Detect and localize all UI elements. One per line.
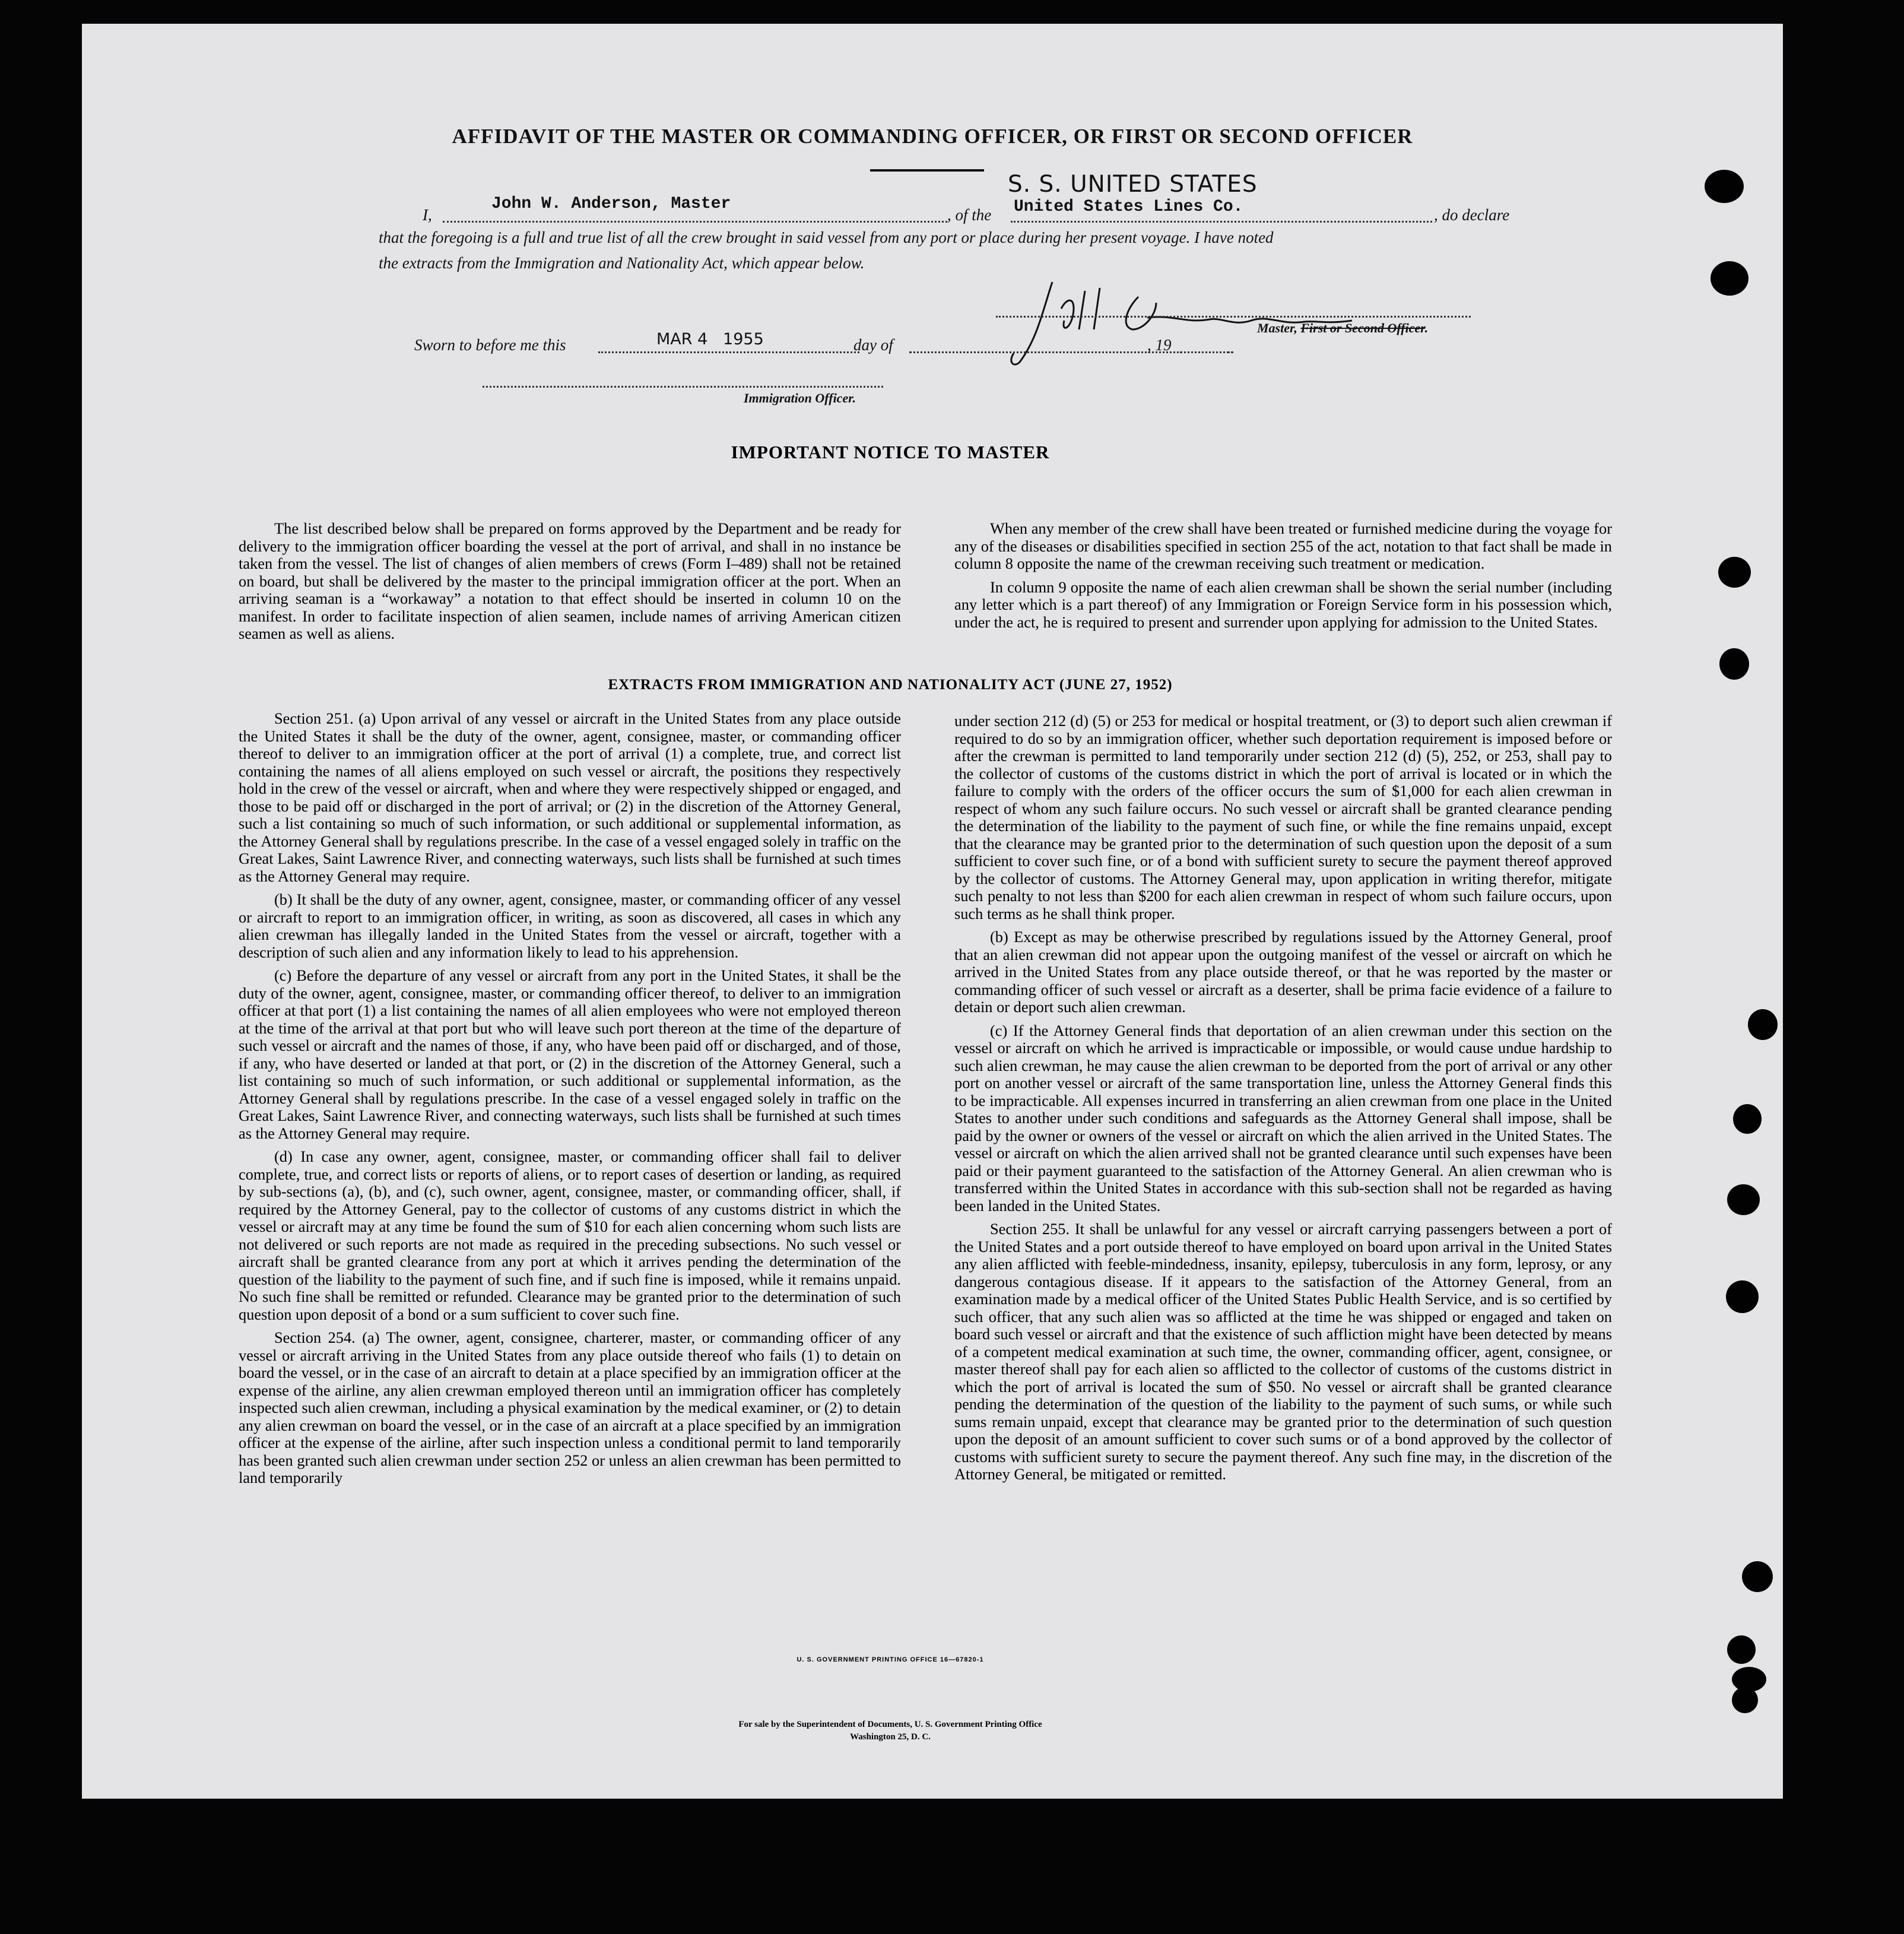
sale-line-1: For sale by the Superintendent of Documents, U. S. Government Printing Office	[738, 1720, 1042, 1729]
sale-line-2: Washington 25, D. C.	[850, 1732, 931, 1742]
punch-hole	[1711, 261, 1748, 296]
punch-hole	[1732, 1687, 1758, 1713]
master-caption-suffix: .	[1424, 321, 1429, 335]
of-the-label: , of the	[947, 206, 992, 224]
section-254-a-continued: under section 212 (d) (5) or 253 for medical or hospital treatment, or (3) to deport such alien crewman if required to do so by an immigration officer, whether such deportation requirement is imposed before or after the crewman is permitted to land temporarily under section 212 (d) (5), 252, or 253, shall pay to the collector of customs of the customs district in which the port of arrival is located or in which the failure to comply with the orders of the officer occurs the sum of $1,000 for each alien crewman in respect of whom any such failure occurs. No such vessel or aircraft shall be granted clearance pending the determination of the liability to the payment of such fine, or while the fine remains unpaid, except that the clearance may be granted prior to the determination of such question upon the deposit of a sum sufficient to cover such fine, or of a bond with sufficient surety to secure the payment thereof approved by the collector of customs. The Attorney General may, upon application in writing therefor, mitigate such penalty to not less than $200 for each alien crewman in respect of whom such failure occurs, upon such terms as he shall think proper.	[954, 712, 1612, 922]
punch-hole	[1705, 170, 1744, 203]
notice-right-column	[954, 520, 1612, 637]
do-declare-label: , do declare	[1434, 206, 1510, 224]
title-rule	[870, 169, 984, 172]
section-251-a: Section 251. (a) Upon arrival of any vessel or aircraft in the United States from any place outside the United States it shall be the duty of the owner, agent, consignee, master, or commanding officer thereof to deliver to an immigration officer at the port of arrival (1) a complete, true, and correct list containing the names of all aliens employed on such vessel or aircraft, the positions they respectively hold in the crew of the vessel or aircraft, when and where they were respectively shipped or engaged, and those to be paid off or discharged in the port of arrival; or (2) in the discretion of the Attorney General, such a list containing so much of such information, or such additional or supplemental information, as the Attorney General shall by regulations prescribe. In the case of a vessel engaged solely in traffic on the Great Lakes, Saint Lawrence River, and connecting waterways, such lists shall be furnished at such times as the Attorney General may require.	[239, 709, 901, 885]
master-caption	[1257, 321, 1428, 336]
notice-right-paragraph-1: When any member of the crew shall have been treated or furnished medicine during the voyage for any of the diseases or disabilities specified in section 255 of the act, notation to that fact shall be made in column 8 opposite the name of the crewman receiving such treatment or medication.	[954, 519, 1612, 572]
section-254-c: (c) If the Attorney General finds that deportation of an alien crewman under this section on the vessel or aircraft on which he arrived is impracticable or impossible, or would cause undue hardship to such alien crewman, he may cause the alien crewman to be deported from the port of arrival or any other port on another vessel or aircraft of the same transportation line, unless the Attorney General finds this to be impracticable. All expenses incurred in transferring an alien crewman from one place in the United States to another under such conditions and safeguards as the Attorney General shall impose, shall be paid by the owner or owners of the vessel or aircraft on which the alien arrived in the United States. The vessel or aircraft on which the alien arrived shall not be granted clearance until such expenses have been paid or their payment guaranteed to the satisfaction of the Attorney General. An alien crewman who is transferred within the United States in accordance with this sub-section shall not be regarded as having been landed in the United States.	[954, 1021, 1612, 1215]
year-label: , 19	[1147, 336, 1172, 354]
punch-hole	[1718, 557, 1751, 588]
notice-title: IMPORTANT NOTICE TO MASTER	[731, 442, 1050, 462]
punch-hole	[1719, 648, 1749, 680]
extracts-left-column	[239, 710, 901, 1493]
notice-right-paragraph-2: In column 9 opposite the name of each alien crewman shall be shown the serial number (including any letter which is a part thereof) of any Immigration or Foreign Service form in his possession which, under the act, he is required to present and surrender upon applying for admission to the United States.	[954, 578, 1612, 631]
punch-hole	[1727, 1184, 1760, 1215]
section-251-d: (d) In case any owner, agent, consignee, master, or commanding officer shall fail to deliver complete, true, and correct lists or reports of aliens, or to report cases of desertion or landing, as required by sub-sections (a), (b), and (c), such owner, agent, consignee, master, or commanding officer, shall, if required by the Attorney General, pay to the collector of customs of any customs district in which the vessel or aircraft may at any time be found the sum of $10 for each alien concerning whom such lists are not delivered or such reports are not made as required in the preceding subsections. No such vessel or aircraft shall be granted clearance from any port at which it arrives pending the determination of the question of the liability to the payment of such fine, and if such fine is imposed, while it remains unpaid. No such fine shall be remitted or refunded. Clearance may be granted prior to the determination of such question upon deposit of a bond or a sum sufficient to cover such fine.	[239, 1147, 901, 1323]
punch-hole	[1726, 1280, 1759, 1313]
sworn-date-stamp: MAR 4 1955	[656, 330, 764, 348]
company-line	[1011, 221, 1432, 223]
immigration-officer-caption: Immigration Officer.	[744, 391, 856, 405]
section-251-c: (c) Before the departure of any vessel or aircraft from any port in the United States, it shall be the duty of the owner, agent, consignee, master, or commanding officer thereof, to deliver to an immigration officer at that port (1) a list containing the names of all alien employees who were not employed thereon at the time of the arrival at that port but who will leave such port thereon at the time of the departure of such vessel or aircraft and the names of those, if any, who have been paid off or discharged, and of those, if any, who have deserted or landed at that port, or (2) in the discretion of the Attorney General, such a list containing so much of such information, or such additional or supplemental information, as the Attorney General shall by regulations prescribe. In the case of a vessel engaged solely in traffic on the Great Lakes, Saint Lawrence River, and connecting waterways, such lists shall be furnished at such times as the Attorney General may require.	[239, 966, 901, 1142]
signature-line	[996, 316, 1471, 318]
master-caption-prefix: Master,	[1257, 321, 1301, 335]
section-255: Section 255. It shall be unlawful for any vessel or aircraft carrying passengers between a port of the United States and a port outside thereof to have employed on board upon arrival in the United States any alien afflicted with feeble-mindedness, insanity, epilepsy, tuberculosis in any form, leprosy, or any dangerous contagious disease. If it appears to the satisfaction of the Attorney General, from an examination made by a medical officer of the United States Public Health Service, and is so certified by such officer, that any such alien was so afflicted at the time he was shipped or engaged and taken on board such vessel or aircraft and that the existence of such affliction might have been detected by means of a competent medical examination at such time, the owner, commanding officer, agent, consignee, or master thereof shall pay for each alien so afflicted to the collector of customs of the customs district in which the port of arrival is located the sum of $50. No vessel or aircraft shall be granted clearance pending the determination of the question of the liability to the payment of such sums, or while such sums remain unpaid, except that clearance may be granted prior to the determination of such question upon the deposit of an amount sufficient to cover such sums or of a bond approved by the collector of customs with sufficient surety to secure the payment thereof. Any such fine may, in the discretion of the Attorney General, be mitigated or remitted.	[954, 1220, 1612, 1483]
notice-left-column	[239, 520, 901, 649]
extracts-right-column	[954, 712, 1612, 1489]
punch-hole	[1727, 1635, 1756, 1664]
extracts-title: EXTRACTS FROM IMMIGRATION AND NATIONALITY ACT (JUNE 27, 1952)	[608, 677, 1173, 693]
day-of-label: day of	[853, 336, 893, 354]
affidavit-title: AFFIDAVIT OF THE MASTER OR COMMANDING OFFICER, OR FIRST OR SECOND OFFICER	[452, 125, 1413, 148]
year-line	[1180, 351, 1233, 353]
name-line	[443, 221, 947, 223]
sworn-date-line	[598, 351, 859, 353]
i-label: I,	[423, 206, 432, 224]
immigration-officer-line	[483, 386, 883, 388]
notice-left-paragraph: The list described below shall be prepared on forms approved by the Department and be ready for delivery to the immigration officer boarding the vessel at the port of arrival, and shall in no instance be taken from the vessel. The list of changes of alien members of crews (Form I–489) shall not be retained on board, but shall be delivered by the master to the principal immigration officer at the port. When an arriving seaman is a “workaway” a notation to that effect should be inserted in column 10 on the manifest. In order to facilitate inspection of alien seamen, include names of arriving American citizen seamen as well as aliens.	[239, 519, 901, 642]
master-name-typed: John W. Anderson, Master	[491, 195, 731, 213]
punch-hole	[1742, 1561, 1773, 1592]
section-254-a: Section 254. (a) The owner, agent, consignee, charterer, master, or commanding officer of any vessel or aircraft arriving in the United States from any place outside thereof who fails (1) to detain on board the vessel, or in the case of an aircraft to detain at a place specified by an immigration officer at the expense of the airline, any alien crewman employed thereon until an immigration officer has completely inspected such alien crewman, including a physical examination by the medical examiner, or (2) to detain any alien crewman on board the vessel, or in the case of an aircraft at a place specified by an immigration officer at the expense of the airline, after such inspection unless a conditional permit to land temporarily has been granted such alien crewman under section 252 or unless an alien crewman has been permitted to land temporarily	[239, 1329, 901, 1486]
section-254-b: (b) Except as may be otherwise prescribed by regulations issued by the Attorney General, proof that an alien crewman did not appear upon the outgoing manifest of the vessel or aircraft on which he arrived in the United States from any place outside thereof, or that he was reported by the master or commanding officer of such vessel or aircraft as a deserter, shall be prima facie evidence of a failure to detain or deport such alien crewman.	[954, 928, 1612, 1016]
gpo-line: U. S. GOVERNMENT PRINTING OFFICE 16—67820-1	[796, 1656, 984, 1663]
punch-hole	[1733, 1104, 1762, 1134]
punch-hole	[1748, 1009, 1778, 1040]
section-251-b: (b) It shall be the duty of any owner, agent, consignee, master, or commanding officer of any vessel or aircraft to report to an immigration officer, in writing, as soon as discovered, all cases in which any alien crewman has illegally landed in the United States from the vessel or aircraft, together with a description of such alien and any information likely to lead to his apprehension.	[239, 890, 901, 961]
sworn-label: Sworn to before me this	[414, 336, 566, 354]
company-typed: United States Lines Co.	[1014, 198, 1243, 216]
statement-line-2: the extracts from the Immigration and Nationality Act, which appear below.	[379, 254, 865, 272]
statement-line-1: that the foregoing is a full and true list of all the crew brought in said vessel from any port or place during her present voyage. I have noted	[379, 229, 1274, 246]
master-caption-struck: First or Second Officer	[1300, 321, 1425, 335]
ship-stamp: S. S. UNITED STATES	[1008, 171, 1258, 198]
